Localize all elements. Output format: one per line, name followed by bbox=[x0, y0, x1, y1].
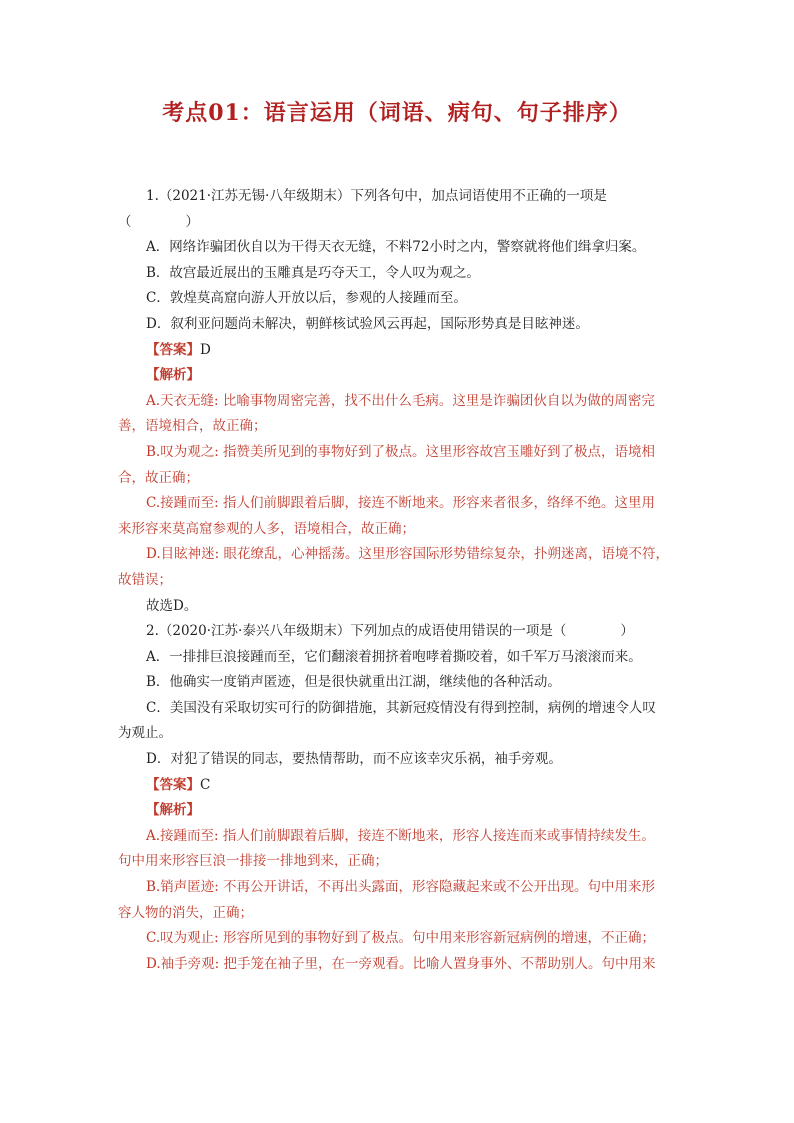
q2-answer bbox=[118, 773, 678, 799]
q1-analysis-b-line1: B.叹为观之: 指赞美所见到的事物好到了极点。这里形容故宫玉雕好到了极点，语境相 bbox=[146, 443, 656, 460]
q2-answer-label: 【答案】 bbox=[146, 776, 200, 793]
q2-analysis-b-line1: B.销声匿迹: 不再公开讲话，不再出头露面，形容隐藏起来或不公开出现。句中用来形 bbox=[146, 879, 656, 896]
q2-stem: 2.（2020·江苏·泰兴八年级期末）下列加点的成语使用错误的一项是（ ） bbox=[146, 623, 634, 640]
page-title: 考点01：语言运用（词语、病句、句子排序） bbox=[162, 100, 632, 126]
q2-option-d: D．对犯了错误的同志，要热情帮助，而不应该幸灾乐祸，袖手旁观。 bbox=[146, 751, 562, 768]
q1-option-c: C．敦煌莫高窟向游人开放以后，参观的人接踵而至。 bbox=[146, 290, 467, 307]
document-body bbox=[118, 184, 678, 977]
q2-answer-value: C bbox=[200, 776, 211, 793]
q2-option-a: A．一排排巨浪接踵而至，它们翻滚着拥挤着咆哮着撕咬着，如千军万马滚滚而来。 bbox=[146, 648, 642, 665]
q1-option-a: A．网络诈骗团伙自以为干得天衣无缝，不料72小时之内，警察就将他们缉拿归案。 bbox=[146, 239, 646, 256]
q1-option-d: D．叙利亚问题尚未解决，朝鲜核试验风云再起，国际形势真是目眩神迷。 bbox=[146, 315, 589, 332]
q1-answer-value: D bbox=[200, 341, 211, 358]
q1-option-b: B．故宫最近展出的玉雕真是巧夺天工，令人叹为观之。 bbox=[146, 264, 480, 281]
q2-option-c-line1: C．美国没有采取切实可行的防御措施，其新冠疫情没有得到控制，病例的增速令人叹 bbox=[146, 699, 656, 716]
q2-analysis-a-line1: A.接踵而至: 指人们前脚跟着后脚，接连不断地来，形容人接连而来或事情持续发生。 bbox=[146, 827, 655, 844]
q2-analysis-d-line1: D.袖手旁观: 把手笼在袖子里，在一旁观看。比喻人置身事外、不帮助别人。句中用来 bbox=[146, 955, 656, 972]
q1-blank: （ ） bbox=[118, 213, 199, 230]
q1-stem: 1.（2021·江苏无锡·八年级期末）下列各句中，加点词语使用不正确的一项是 bbox=[146, 188, 607, 204]
q2-option-b: B．他确实一度销声匿迹，但是很快就重出江湖，继续他的各种活动。 bbox=[146, 674, 561, 691]
q2-analysis-c-line1: C.叹为观止: 形容所见到的事物好到了极点。句中用来形容新冠病例的增速，不正确； bbox=[146, 930, 655, 947]
q2-analysis-a-line2: 句中用来形容巨浪一排接一排地到来，正确； bbox=[118, 853, 388, 870]
q1-analysis-a-line1: A.天衣无缝: 比喻事物周密完善，找不出什么毛病。这里是诈骗团伙自以为做的周密完 bbox=[146, 392, 655, 409]
q1-analysis-label: 【解析】 bbox=[146, 367, 200, 384]
q2-analysis-label: 【解析】 bbox=[146, 802, 200, 819]
q1-analysis-d-line1: D.目眩神迷: 眼花缭乱，心神摇荡。这里形容国际形势错综复杂，扑朔迷离，语境不符， bbox=[146, 546, 669, 563]
q1-analysis-c-line2: 来形容来莫高窟参观的人多，语境相合，故正确； bbox=[118, 520, 415, 537]
q1-analysis-b-line2: 合，故正确； bbox=[118, 469, 199, 486]
q1-analysis-a-line2: 善，语境相合，故正确； bbox=[118, 418, 267, 435]
q1-answer bbox=[118, 338, 678, 364]
q2-analysis-b-line2: 容人物的消失，正确； bbox=[118, 904, 253, 921]
q1-analysis-c-line1: C.接踵而至: 指人们前脚跟着后脚，接连不断地来。形容来者很多，络绎不绝。这里用 bbox=[146, 495, 655, 512]
q1-answer-label: 【答案】 bbox=[146, 341, 200, 358]
q1-conclusion: 故选D。 bbox=[146, 597, 198, 614]
q1-analysis-d-line2: 故错误； bbox=[118, 571, 172, 588]
q2-option-c-line2: 为观止。 bbox=[118, 725, 172, 742]
